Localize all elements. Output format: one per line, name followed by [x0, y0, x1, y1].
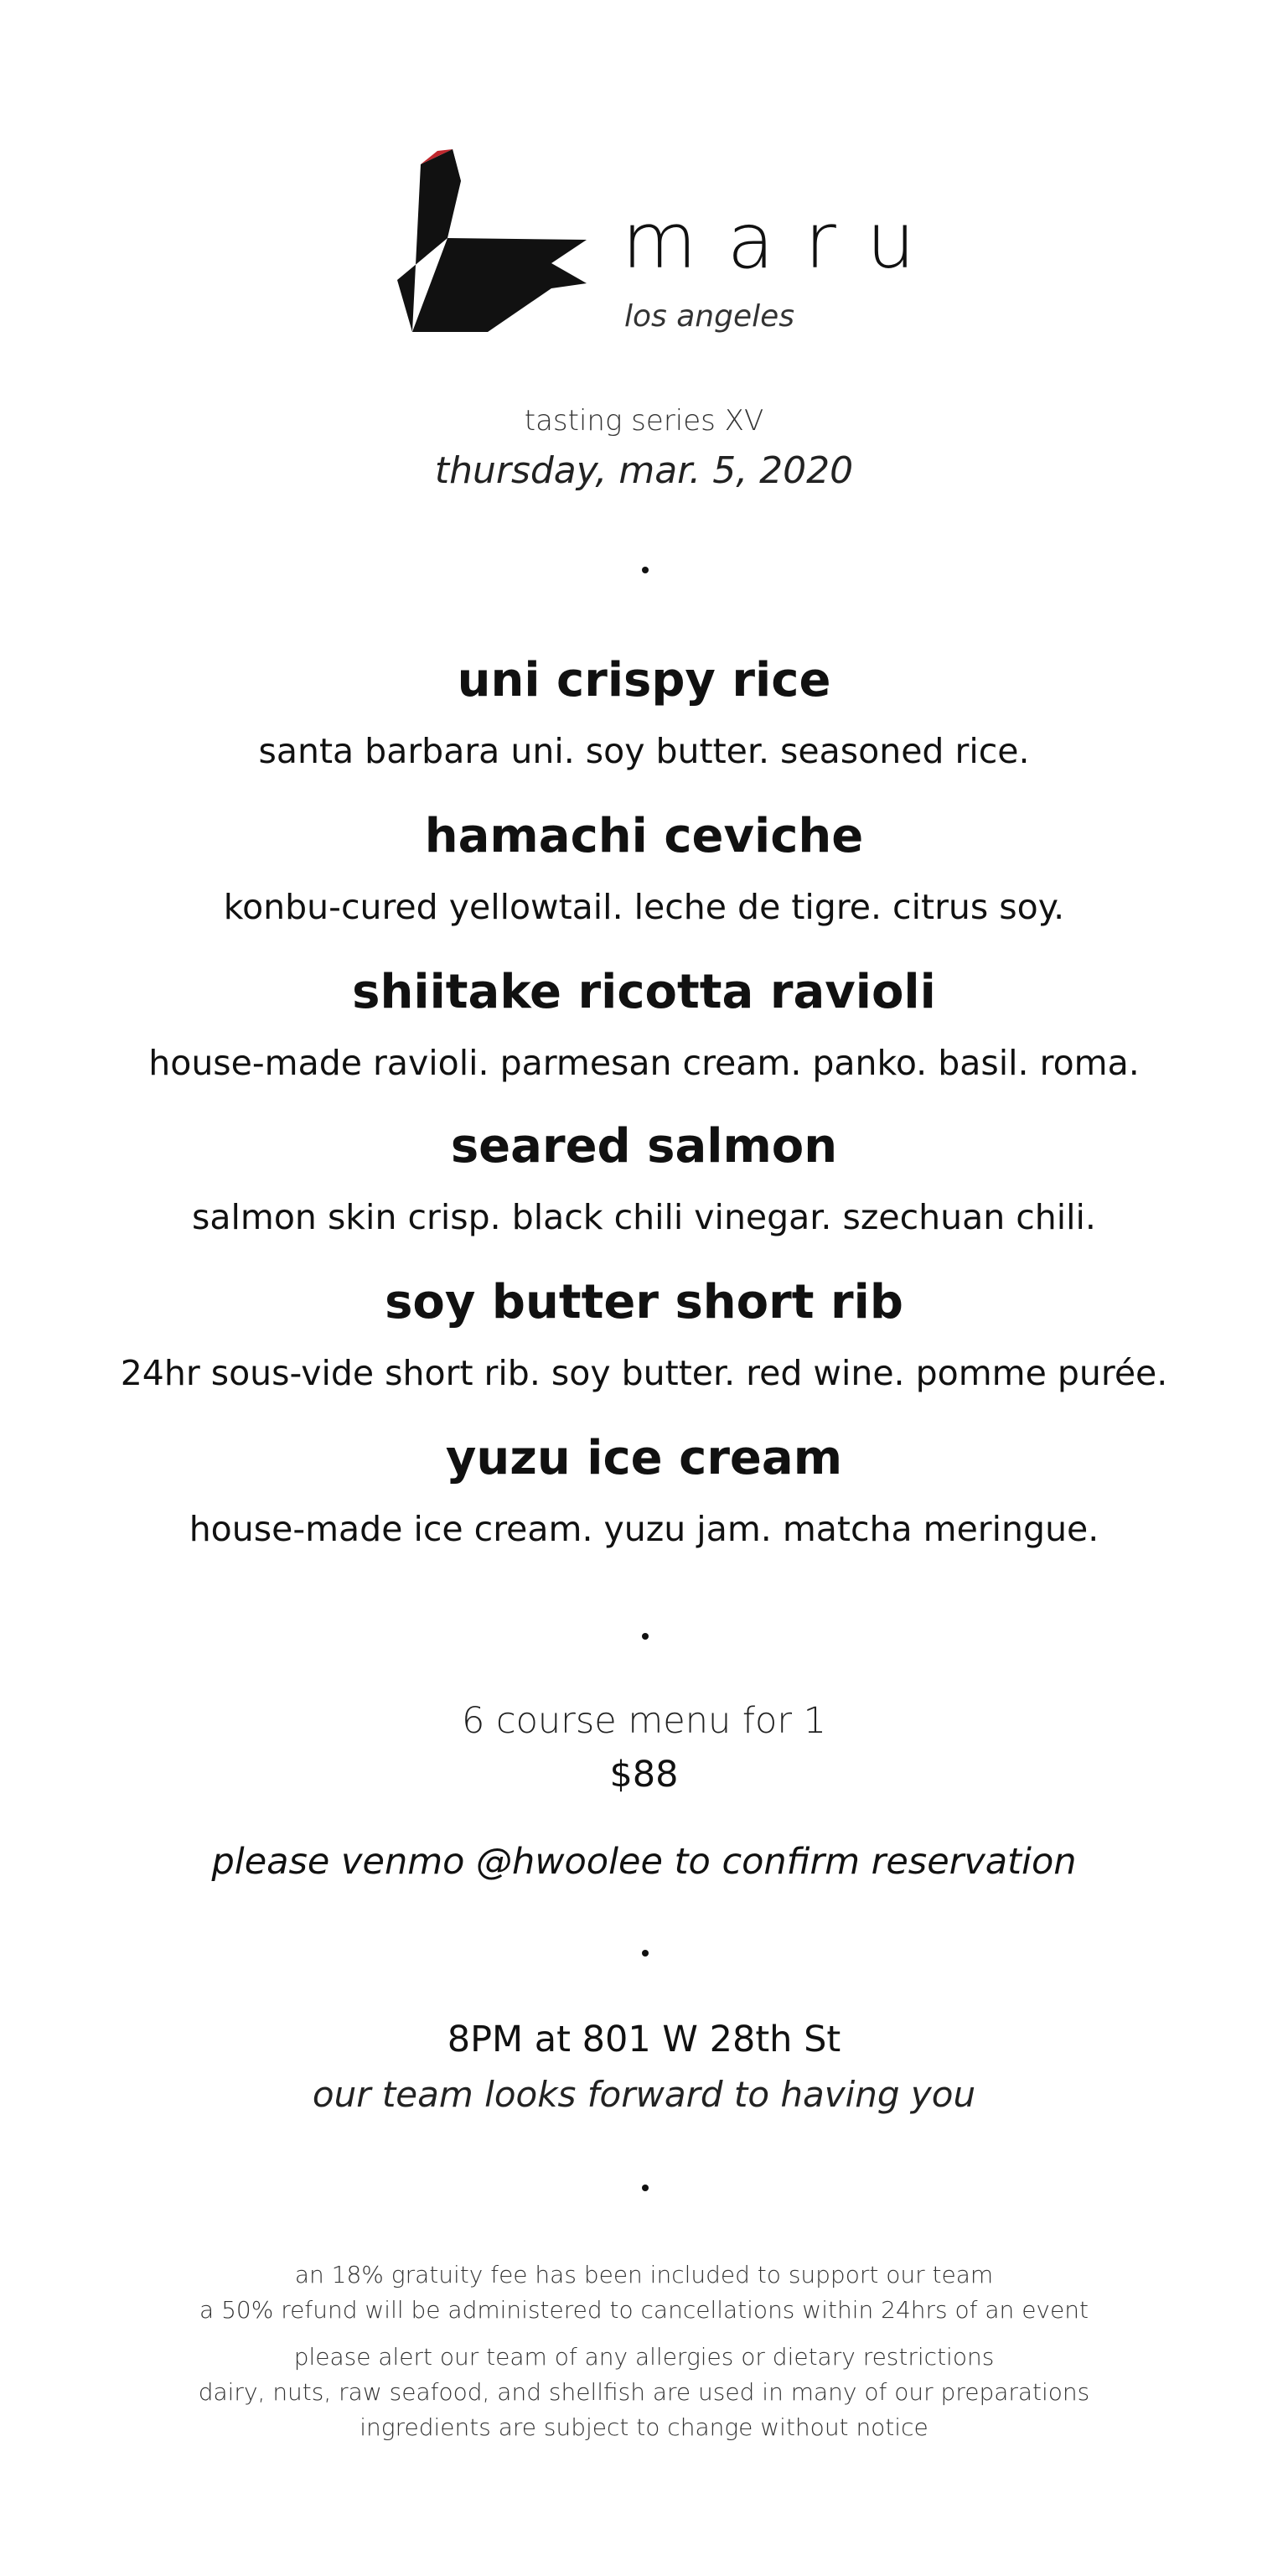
course-name: uni crispy rice — [457, 653, 831, 707]
course-name: yuzu ice cream — [445, 1431, 843, 1485]
course-name: shiitake ricotta ravioli — [352, 965, 936, 1019]
course-description: konbu-cured yellowtail. leche de tigre. citrus soy. — [223, 887, 1065, 927]
event-location: 8PM at 801 W 28th St — [447, 2019, 841, 2060]
course-name: hamachi ceviche — [424, 809, 864, 863]
event-date: thursday, mar. 5, 2020 — [434, 449, 854, 492]
course-name: soy butter short rib — [385, 1275, 903, 1329]
course-description: santa barbara uni. soy butter. seasoned rice. — [258, 731, 1030, 771]
divider-dot — [642, 1950, 649, 1957]
menu-price: $88 — [609, 1754, 679, 1796]
swan-logo-icon — [387, 139, 588, 340]
course-name: seared salmon — [450, 1119, 838, 1174]
course-description: salmon skin crisp. black chili vinegar. szechuan chili. — [192, 1197, 1096, 1237]
note-line: ingredients are subject to change without notice — [360, 2413, 928, 2441]
note-line: an 18% gratuity fee has been included to support our team — [294, 2261, 994, 2288]
divider-dot — [642, 567, 649, 573]
course-count: 6 course menu for 1 — [461, 1700, 827, 1742]
divider-dot — [642, 2185, 649, 2191]
note-line: a 50% refund will be administered to cancellations within 24hrs of an event — [199, 2296, 1089, 2324]
closing-message: our team looks forward to having you — [312, 2074, 976, 2115]
tasting-series: tasting series XV — [524, 404, 764, 438]
brand-city: los angeles — [624, 299, 795, 334]
course-description: house-made ravioli. parmesan cream. panko. basil. roma. — [148, 1043, 1140, 1083]
divider-dot — [642, 1633, 649, 1640]
note-line: please alert our team of any allergies or dietary restrictions — [293, 2343, 995, 2371]
brand-name: maru — [622, 196, 946, 286]
note-line: dairy, nuts, raw seafood, and shellfish are used in many of our preparations — [198, 2378, 1090, 2406]
reservation-instructions: please venmo @hwoolee to confirm reservation — [211, 1841, 1077, 1883]
course-description: 24hr sous-vide short rib. soy butter. red wine. pomme purée. — [120, 1353, 1168, 1393]
course-description: house-made ice cream. yuzu jam. matcha meringue. — [189, 1509, 1099, 1549]
